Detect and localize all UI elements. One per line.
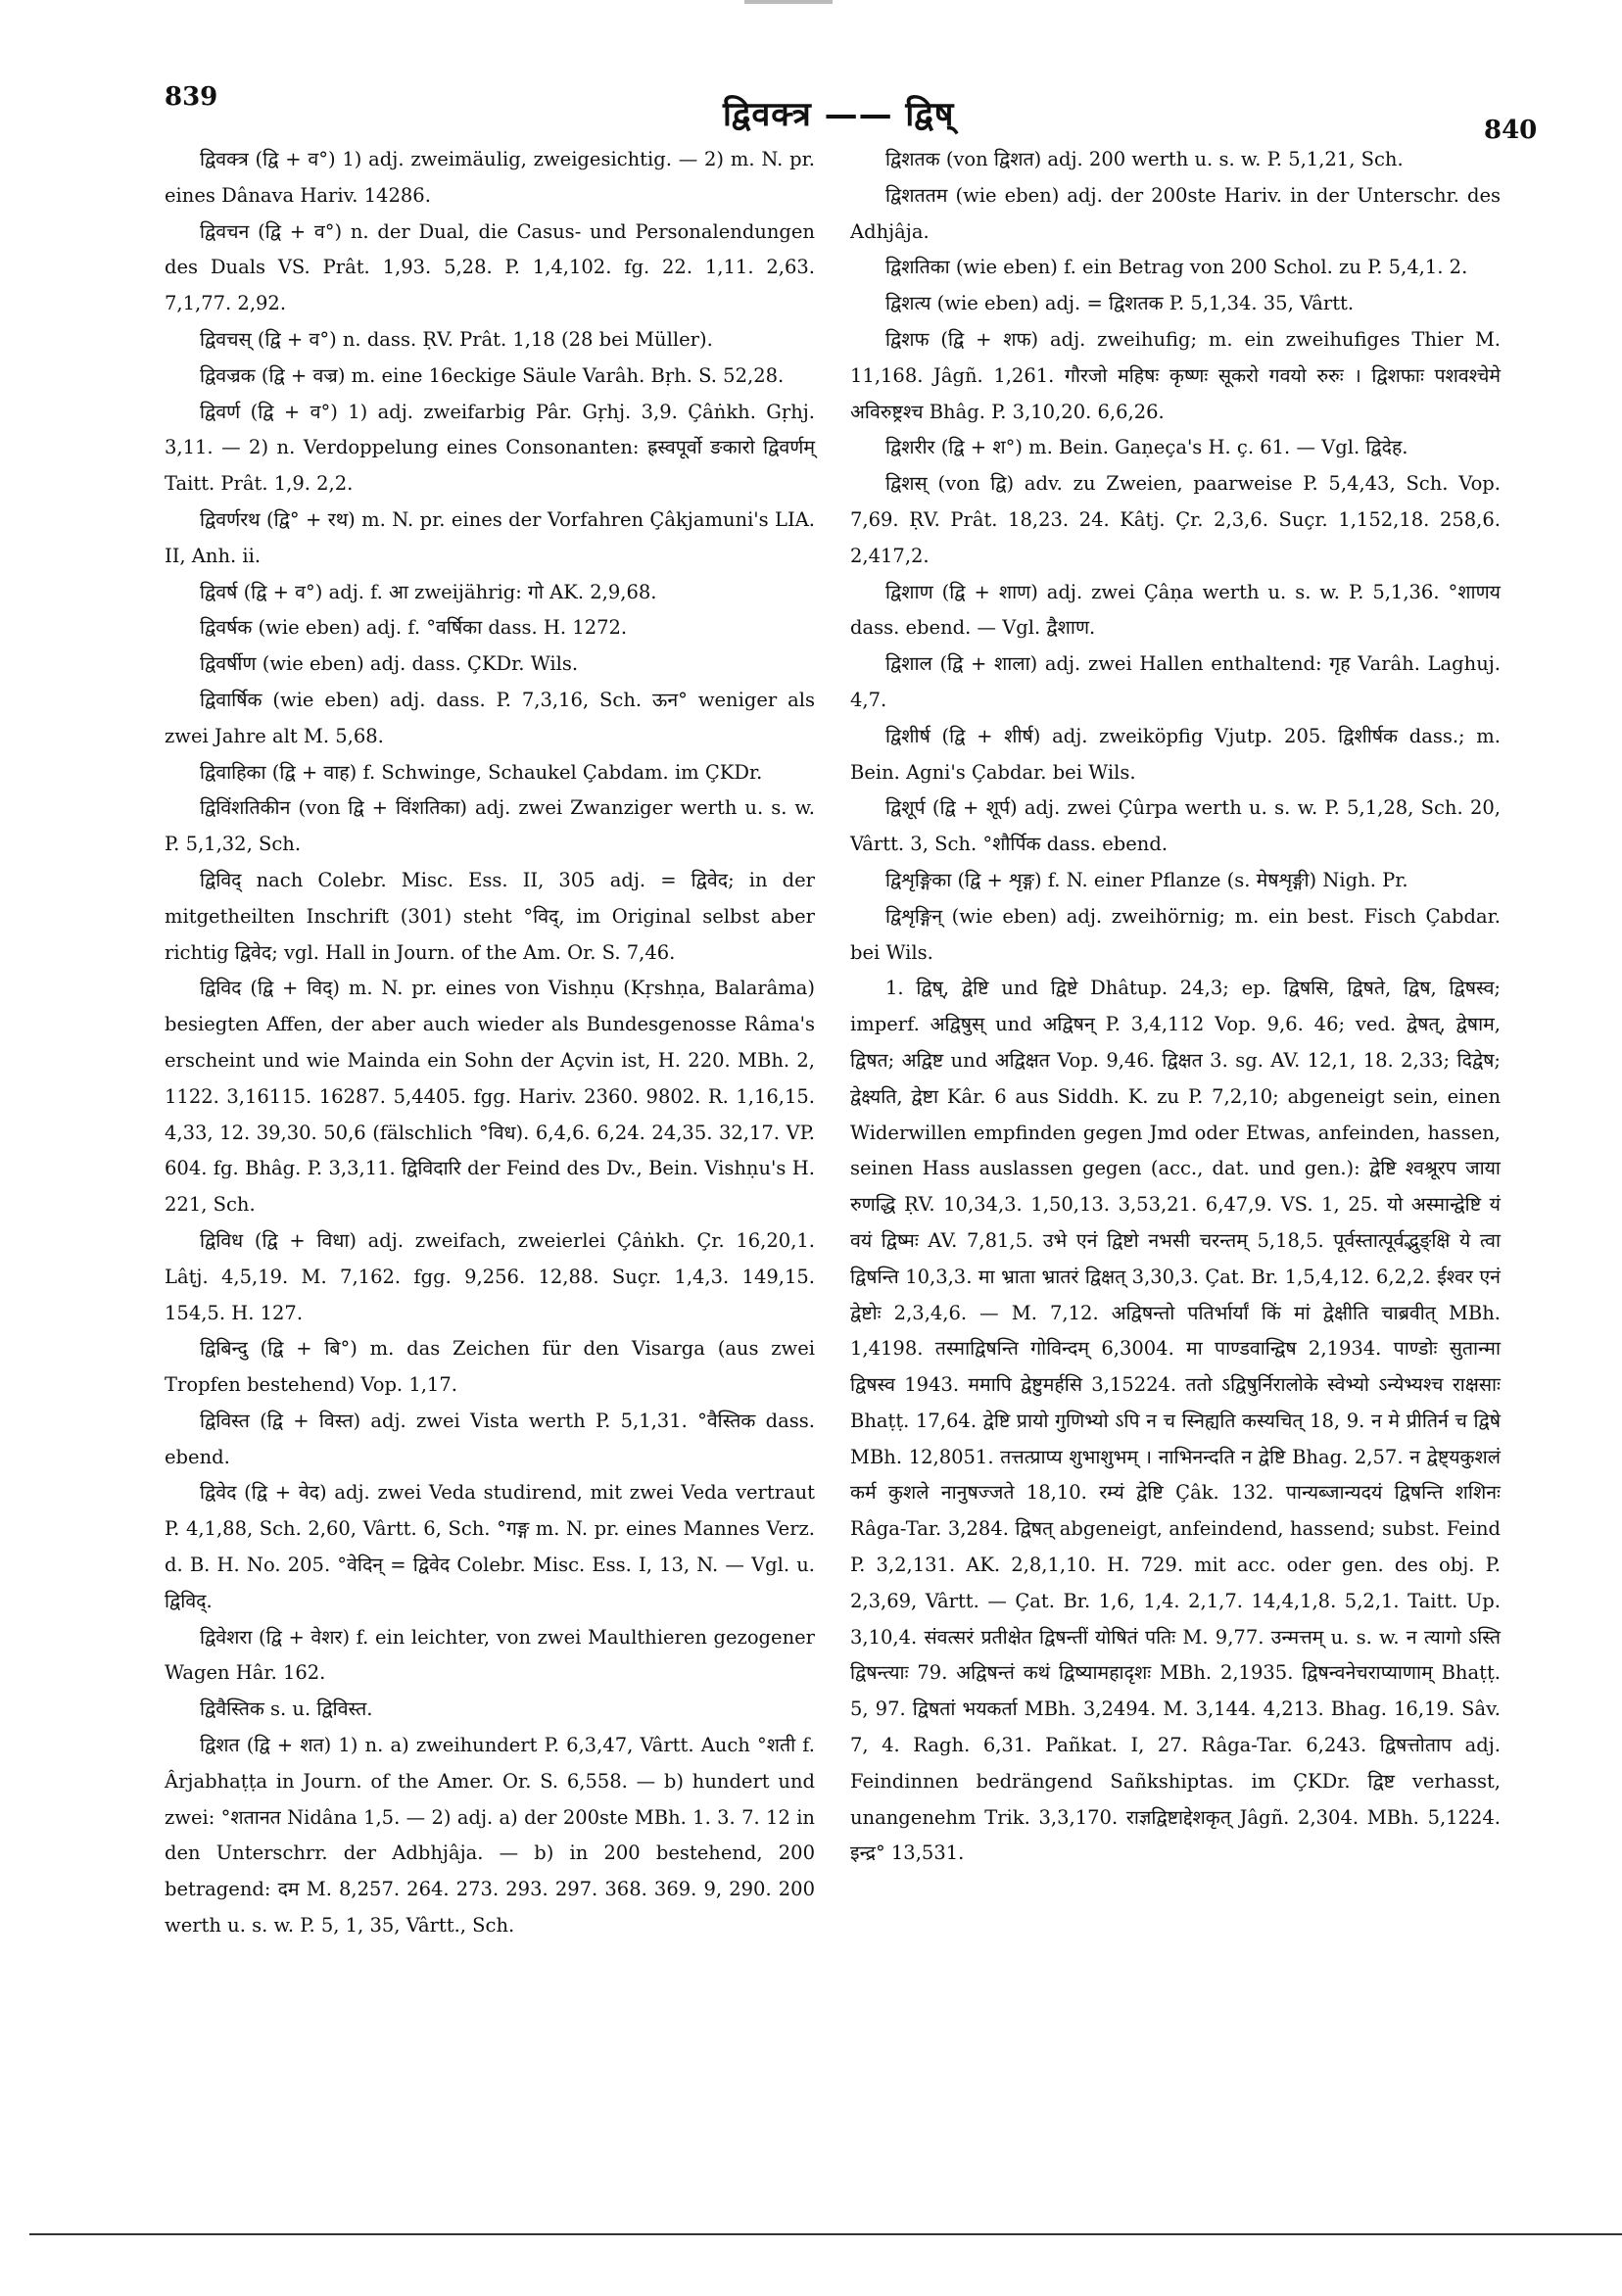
entry-dvivid: द्विविद् nach Colebr. Misc. Ess. II, 305 adj. = द्विवेद; in der mitgetheilten Inschrift (301) steht °विद्, im Original selbst aber richtig द्विवेद; vgl. Hall in Journ. of the Am. Or. S. 7,46. [165,868,815,964]
entry-dvivaktra: द्विवक्त्र (द्वि + व°) 1) adj. zweimäulig, zweigesichtig. — 2) m. N. pr. eines Dânava Hariv. 14286. [165,148,815,207]
scan-mark [744,0,833,4]
entry-dvibindu: द्विबिन्दु (द्वि + बि°) m. das Zeichen für den Visarga (aus zwei Tropfen bestehend) Vop. 1,17. [165,1337,815,1397]
entry-dvivimshatikina: द्विविंशतिकीन (von द्वि + विंशतिका) adj. zwei Zwanziger werth u. s. w. P. 5,1,32, Sch. [165,796,815,856]
entry-dviveshara: द्विवेशरा (द्वि + वेशर) f. ein leichter, von zwei Maulthieren gezogener Wagen Hâr. 162. [165,1625,815,1685]
entry-dvishatika: द्विशतिका (wie eben) f. ein Betrag von 200 Schol. zu P. 5,4,1. 2. [885,256,1468,279]
entry-dvivarsha: द्विवर्ष (द्वि + व°) adj. f. आ zweijährig: गो AK. 2,9,68. [200,580,657,603]
entry-dvishringin: द्विशृङ्गिन् (wie eben) adj. zweihörnig; m. ein best. Fisch Çabdar. bei Wils. [850,904,1501,964]
right-page-number: 840 [1484,116,1538,145]
entry-dvivacas: द्विवचस् (द्वि + व°) n. dass. ṚV. Prât. 1,18 (28 bei Müller). [200,327,713,351]
entry-dvivaistika: द्विवैस्तिक s. u. द्विविस्त. [200,1698,373,1721]
entry-dvivajraka: द्विवज्रक (द्वि + वज्र) m. eine 16eckige Säule Varâh. Bṛh. S. 52,28. [200,363,785,387]
bottom-rule [29,2233,1622,2235]
entry-dvividha: द्विविध (द्वि + विधा) adj. zweifach, zweierlei Çâṅkh. Çr. 16,20,1. Lâṭj. 4,5,19. M. 7,162. fgg. 9,256. 12,88. Suçr. 1,4,3. 149,15. 154,5. H. 127. [165,1228,815,1324]
entry-dvivarnaratha: द्विवर्णरथ (द्वि° + रथ) m. N. pr. eines der Vorfahren Çâkjamuni's LIA. II, Anh. ii. [165,507,815,567]
entry-dvivarna: द्विवर्ण (द्वि + व°) 1) adj. zweifarbig Pâr. Gṛhj. 3,9. Çâṅkh. Gṛhj. 3,11. — 2) n. Verdoppelung eines Consonanten: ह्रस्वपूर्वो ङकारो द्विवर्णम् Taitt. Prât. 1,9. 2,2. [165,400,815,496]
entry-dvivacana: द्विवचन (द्वि + व°) n. der Dual, die Casus- und Personalendungen des Duals VS. Prât. 1,93. 5,28. P. 1,4,102. fg. 22. 1,11. 2,63. 7,1,77. 2,92. [165,219,815,315]
entry-dvishas: द्विशस् (von द्वि) adv. zu Zweien, paarweise P. 5,4,43, Sch. Vop. 7,69. ṚV. Prât. 18,23. 24. Kâtj. Çr. 2,3,6. Suçr. 1,152,18. 258,6. 2,417,2. [850,472,1501,567]
left-column [165,142,815,1944]
entry-dvivista: द्विविस्त (द्वि + विस्त) adj. zwei Vista werth P. 5,1,31. °वैस्तिक dass. ebend. [165,1409,815,1468]
entry-dvish: 1. द्विष्, द्वेष्टि und द्विष्टे Dhâtup. 24,3; ep. द्विषसि, द्विषते, द्विष, द्विषस्व; imperf. अद्विषुस् und अद्विषन् P. 3,4,112 Vop. 9,6. 46; ved. द्वेषत्, द्वेषाम, द्विषत; अद्विष्ट und अद्विक्षत Vop. 9,46. द्विक्षत 3. sg. AV. 12,1, 18. 2,33; दिद्वेष; द्वेक्ष्यति, द्वेष्टा Kâr. 6 aus Siddh. K. zu P. 7,2,10; abgeneigt sein, einen Widerwillen empfinden gegen Jmd oder Etwas, anfeinden, hassen, seinen Hass auslassen gegen (acc., dat. und gen.): द्वेष्टि श्वश्रूरप जाया रुणद्धि ṚV. 10,34,3. 1,50,13. 3,53,21. 6,47,9. VS. 1, 25. यो अस्मान्द्वेष्टि यं वयं द्विष्मः AV. 7,81,5. उभे एनं द्विष्टो नभसी चरन्तम् 5,18,5. पूर्वस्तात्पूर्वद्भुङ्क्षि ये त्वा द्विषन्ति 10,3,3. मा भ्राता भ्रातरं द्विक्षत् 3,30,3. Çat. Br. 1,5,4,12. 6,2,2. ईश्वर एनं द्वेष्टोः 2,3,4,6. — M. 7,12. अद्विषन्तो पतिर्भार्यां किं मां द्वेक्षीति चाब्रवीत् MBh. 1,4198. तस्माद्विषन्ति गोविन्दम् 6,3004. मा पाण्डवान्द्विष 2,1934. पाण्डोः सुतान्मा द्विषस्व 1943. ममापि द्वेष्टुमर्हसि 3,15224. ततो ऽद्विषुर्निरालोके स्वेभ्यो ऽन्येभ्यश्च राक्षसाः Bhaṭṭ. 17,64. द्वेष्टि प्रायो गुणिभ्यो ऽपि न च स्निह्यति कस्यचित् 18, 9. न मे प्रीतिर्न च द्विषे MBh. 12,8051. तत्तत्प्राप्य शुभाशुभम् । नाभिनन्दति न द्वेष्टि Bhag. 2,57. न द्वेष्ट्यकुशलं कर्म कुशले नानुषज्जते 18,10. रम्यं द्वेष्टि Çâk. 132. पान्यब्जान्यदयं द्विषन्ति शशिनः Râga-Tar. 3,284. द्विषत् abgeneigt, anfeindend, hassend; subst. Feind P. 3,2,131. AK. 2,8,1,10. H. 729. mit acc. oder gen. des obj. P. 2,3,69, Vârtt. — Çat. Br. 1,6, 1,4. 2,1,7. 14,4,1,8. 5,2,1. Taitt. Up. 3,10,4. संवत्सरं प्रतीक्षेत द्विषन्तीं योषितं पतिः M. 9,77. उन्मत्तम् u. s. w. न त्यागो ऽस्ति द्विषन्त्याः 79. अद्विषन्तं कथं द्विष्यामहादृशः MBh. 2,1935. द्विषन्वनेचराप्याणाम् Bhaṭṭ. 5, 97. द्विषतां भयकर्ता MBh. 3,2494. M. 3,144. 4,213. Bhag. 16,19. Sâv. 7, 4. Ragh. 6,31. Pañkat. I, 27. Râga-Tar. 6,243. द्विषत्तोताप adj. Feindinnen bedrängend Sañkshiptas. im ÇKDr. द्विष्ट verhasst, unangenehm Trik. 3,3,170. राज्ञद्विष्टाद्देशकृत् Jâgñ. 2,304. MBh. 5,1224. इन्द्र° 13,531. [850,977,1501,1865]
entry-dvishata: द्विशत (द्वि + शत) 1) n. a) zweihundert P. 6,3,47, Vârtt. Auch °शती f. Ârjabhaṭṭa in Journ. of the Amer. Or. S. 6,558. — b) hundert und zwei: °शतानत Nidâna 1,5. — 2) adj. a) der 200ste MBh. 1. 3. 7. 12 in den Unterschrr. der Adbhjâja. — b) in 200 bestehend, 200 betragend: दम M. 8,257. 264. 273. 293. 297. 368. 369. 9, 290. 200 werth u. s. w. P. 5, 1, 35, Vârtt., Sch. [165,1734,815,1937]
entry-dvivahika: द्विवाहिका (द्वि + वाह) f. Schwinge, Schaukel Çabdam. im ÇKDr. [200,760,763,784]
entry-dvivarshaka: द्विवर्षक (wie eben) adj. f. °वर्षिका dass. H. 1272. [200,616,628,640]
entry-dvishatya: द्विशत्य (wie eben) adj. = द्विशतक P. 5,1,34. 35, Vârtt. [885,292,1355,315]
entry-dvishapha: द्विशफ (द्वि + शफ) adj. zweihufig; m. ein zweihufiges Thier M. 11,168. Jâgñ. 1,261. गौरजो महिषः कृष्णः सूकरो गवयो रुरुः । द्विशफाः पशवश्चेमे अविरुष्ट्रश्च Bhâg. P. 3,10,20. 6,6,26. [850,327,1501,423]
left-page-number: 839 [165,82,218,112]
entry-dvisharira: द्विशरीर (द्वि + श°) m. Bein. Gaṇeça's H. ç. 61. — Vgl. द्विदेह. [885,436,1408,459]
entry-dvivarshina: द्विवर्षीण (wie eben) adj. dass. ÇKDr. Wils. [200,652,579,676]
entry-dvishala: द्विशाल (द्वि + शाला) adj. zwei Hallen enthaltend: गृह Varâh. Laghuj. 4,7. [850,652,1501,711]
entry-dviveda: द्विवेद (द्वि + वेद) adj. zwei Veda studirend, mit zwei Veda vertraut P. 4,1,88, Sch. 2,60, Vârtt. 6, Sch. °गङ्ग m. N. pr. eines Mannes Verz. d. B. H. No. 205. °वेदिन् = द्विवेद Colebr. Misc. Ess. I, 13, N. — Vgl. u. द्विविद्. [165,1481,815,1612]
right-column [850,142,1501,1872]
entry-dvishataka: द्विशतक (von द्विशत) adj. 200 werth u. s. w. P. 5,1,21, Sch. [885,148,1404,170]
entry-dvivida: द्विविद (द्वि + विद्) m. N. pr. eines von Vishṇu (Kṛshṇa, Balarâma) besiegten Affen, der aber auch wieder als Bundesgenosse Râma's erscheint und wie Mainda ein Sohn der Açvin ist, H. 220. MBh. 2, 1122. 3,16115. 16287. 5,4405. fgg. Hariv. 2360. 9802. R. 1,16,15. 4,33, 12. 39,30. 50,6 (fälschlich °विध). 6,4,6. 6,24. 24,35. 32,17. VP. 604. fg. Bhâg. P. 3,3,11. द्विविदारि der Feind des Dv., Bein. Vishṇu's H. 221, Sch. [165,977,815,1217]
entry-dvishana: द्विशाण (द्वि + शाण) adj. zwei Çâṇa werth u. s. w. P. 5,1,36. °शाणय dass. ebend. — Vgl. द्वैशाण. [850,580,1501,640]
entry-dvishirsha: द्विशीर्ष (द्वि + शीर्ष) adj. zweiköpfig Vjutp. 205. द्विशीर्षक dass.; m. Bein. Agni's Çabdar. bei Wils. [850,724,1501,784]
entry-dvishurpa: द्विशूर्प (द्वि + शूर्प) adj. zwei Çûrpa werth u. s. w. P. 5,1,28, Sch. 20, Vârtt. 3, Sch. °शौर्पिक dass. ebend. [850,796,1501,856]
entry-dvivarshika: द्विवार्षिक (wie eben) adj. dass. P. 7,3,16, Sch. ऊन° weniger als zwei Jahre alt M. 5,68. [165,688,815,747]
running-head: द्विवक्त्र —— द्विष् [723,95,955,134]
entry-dvishringika: द्विशृङ्गिका (द्वि + शृङ्ग) f. N. einer Pflanze (s. मेषशृङ्गी) Nigh. Pr. [885,868,1408,891]
entry-dvishatatama: द्विशततम (wie eben) adj. der 200ste Hariv. in der Unterschr. des Adhjâja. [850,183,1501,243]
